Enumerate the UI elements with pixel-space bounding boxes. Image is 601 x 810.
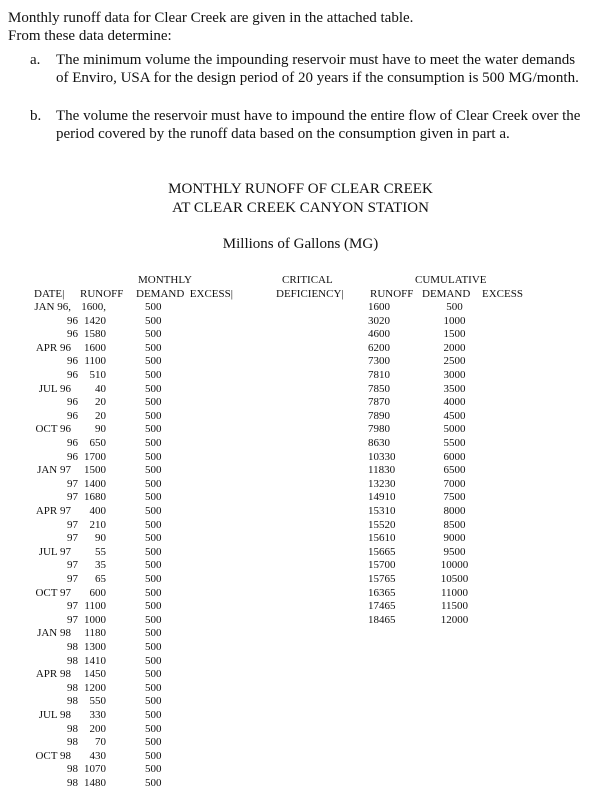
- cum-runoff-cell: 4600: [368, 328, 390, 341]
- date-cell: 97: [67, 600, 78, 613]
- cum-runoff-cell: 15700: [368, 559, 396, 572]
- runoff-cell: 1480: [84, 777, 106, 789]
- demand-cell: 500: [145, 654, 162, 667]
- cum-demand-cell: 11000: [440, 586, 469, 599]
- runoff-cell: 210: [89, 518, 106, 531]
- table-title-line-2: AT CLEAR CREEK CANYON STATION: [172, 200, 429, 216]
- table-row: [0, 694, 601, 708]
- demand-cell: 500: [145, 341, 162, 354]
- table-row: [0, 586, 601, 600]
- runoff-cell: 55: [95, 545, 106, 558]
- runoff-cell: 1200: [84, 681, 106, 694]
- runoff-cell: 1580: [84, 328, 106, 341]
- cum-runoff-cell: 3020: [368, 314, 390, 327]
- demand-cell: 500: [145, 749, 162, 762]
- header-cumulative: CUMULATIVE: [415, 274, 487, 286]
- demand-cell: 500: [145, 532, 162, 545]
- table-row: [0, 395, 601, 409]
- demand-cell: 500: [145, 722, 162, 735]
- runoff-cell: 90: [95, 423, 106, 436]
- question-a-text: The minimum volume the impounding reservoir must have to meet the water demands of Enviro, USA for the design period of 20 years if the consumption is 500 MG/month.: [56, 52, 579, 86]
- cum-runoff-cell: 6200: [368, 341, 390, 354]
- runoff-cell: 1070: [84, 763, 106, 776]
- demand-cell: 500: [145, 777, 162, 789]
- table-row: [0, 422, 601, 436]
- date-cell: 98: [67, 654, 78, 667]
- demand-cell: 500: [145, 573, 162, 585]
- date-cell: 97: [67, 532, 78, 545]
- demand-cell: 500: [145, 423, 162, 436]
- runoff-cell: 20: [95, 409, 106, 422]
- cum-runoff-cell: 1600: [368, 301, 390, 313]
- runoff-cell: 510: [89, 369, 106, 381]
- runoff-cell: 65: [95, 573, 106, 585]
- date-cell: 98: [67, 695, 78, 708]
- cum-runoff-cell: 7980: [368, 423, 390, 436]
- demand-cell: 500: [145, 328, 162, 341]
- demand-cell: 500: [145, 613, 162, 626]
- table-row: [0, 327, 601, 341]
- demand-cell: 500: [145, 301, 162, 313]
- question-b: [30, 108, 585, 143]
- table-row: [0, 518, 601, 532]
- cum-runoff-cell: 14910: [368, 491, 396, 504]
- date-cell: 96: [67, 369, 78, 381]
- demand-cell: 500: [145, 545, 162, 558]
- runoff-cell: 40: [95, 382, 106, 395]
- date-cell: 97: [67, 559, 78, 572]
- runoff-cell: 35: [95, 559, 106, 572]
- cum-runoff-cell: 17465: [368, 600, 396, 613]
- demand-cell: 500: [145, 518, 162, 531]
- cum-demand-cell: 12000: [440, 613, 469, 626]
- cum-runoff-cell: 15310: [368, 505, 396, 517]
- cum-runoff-cell: 7890: [368, 409, 390, 422]
- table-row: [0, 545, 601, 559]
- runoff-cell: 1100: [84, 355, 106, 368]
- runoff-cell: 20: [95, 396, 106, 409]
- table-row: [0, 341, 601, 355]
- demand-cell: 500: [145, 450, 162, 463]
- cum-demand-cell: 9500: [443, 545, 466, 558]
- header-monthly: MONTHLY: [138, 274, 192, 286]
- cum-runoff-cell: 8630: [368, 437, 390, 449]
- cum-demand-cell: 7000: [443, 477, 466, 490]
- cum-demand-cell: 2000: [443, 341, 466, 354]
- date-cell: APR 98: [35, 668, 71, 681]
- table-row: [0, 314, 601, 328]
- table-row: [0, 599, 601, 613]
- intro-line-1: Monthly runoff data for Clear Creek are given in the attached table.: [8, 10, 414, 26]
- cum-demand-cell: 500: [446, 301, 463, 313]
- cum-demand-cell: 3000: [443, 369, 466, 381]
- table-row: [0, 776, 601, 790]
- demand-cell: 500: [145, 763, 162, 776]
- table-units: Millions of Gallons (MG): [222, 236, 379, 252]
- runoff-cell: 200: [89, 722, 106, 735]
- table-row: [0, 368, 601, 382]
- cum-runoff-cell: 11830: [368, 464, 396, 477]
- runoff-cell: 1300: [84, 641, 106, 653]
- runoff-cell: 550: [89, 695, 106, 708]
- date-cell: APR 97: [35, 505, 71, 517]
- table-row: [0, 436, 601, 450]
- cum-demand-cell: 1000: [443, 314, 466, 327]
- date-cell: 96: [67, 437, 78, 449]
- runoff-cell: 600: [89, 586, 106, 599]
- demand-cell: 500: [145, 314, 162, 327]
- table-row: [0, 531, 601, 545]
- demand-cell: 500: [145, 681, 162, 694]
- demand-cell: 500: [145, 641, 162, 653]
- header-runoff: RUNOFF: [80, 288, 124, 300]
- date-cell: 96: [67, 409, 78, 422]
- cum-demand-cell: 8000: [443, 505, 466, 517]
- date-cell: 98: [67, 777, 78, 789]
- table-row: [0, 300, 601, 314]
- table-row: [0, 640, 601, 654]
- date-cell: 97: [67, 613, 78, 626]
- header-demand-excess: DEMAND EXCESS|: [136, 288, 233, 300]
- cum-demand-cell: 4000: [443, 396, 466, 409]
- date-cell: JUL 96: [38, 382, 71, 395]
- demand-cell: 500: [145, 355, 162, 368]
- demand-cell: 500: [145, 396, 162, 409]
- date-cell: JAN 97: [37, 464, 71, 477]
- date-cell: 98: [67, 681, 78, 694]
- table-row: [0, 463, 601, 477]
- table-row: [0, 762, 601, 776]
- cum-runoff-cell: 18465: [368, 613, 396, 626]
- demand-cell: 500: [145, 668, 162, 681]
- table-row: [0, 681, 601, 695]
- runoff-cell: 1420: [84, 314, 106, 327]
- question-b-label: b.: [30, 108, 42, 124]
- demand-cell: 500: [145, 382, 162, 395]
- cum-demand-cell: 3500: [443, 382, 466, 395]
- runoff-cell: 70: [95, 736, 106, 749]
- date-cell: 96: [67, 314, 78, 327]
- runoff-cell: 650: [89, 437, 106, 449]
- cum-runoff-cell: 7870: [368, 396, 390, 409]
- header-deficiency: DEFICIENCY|: [276, 288, 344, 300]
- demand-cell: 500: [145, 491, 162, 504]
- cum-runoff-cell: 15765: [368, 573, 396, 585]
- question-b-text: The volume the reservoir must have to impound the entire flow of Clear Creek over the period covered by the runoff data based on the consumption given in part a.: [56, 108, 581, 142]
- runoff-cell: 1500: [84, 464, 106, 477]
- date-cell: JUL 97: [38, 545, 71, 558]
- demand-cell: 500: [145, 369, 162, 381]
- demand-cell: 500: [145, 437, 162, 449]
- cum-runoff-cell: 13230: [368, 477, 396, 490]
- date-cell: 97: [67, 491, 78, 504]
- header-cum-excess: EXCESS: [482, 288, 523, 300]
- cum-demand-cell: 10000: [440, 559, 469, 572]
- cum-runoff-cell: 7850: [368, 382, 390, 395]
- demand-cell: 500: [145, 709, 162, 721]
- runoff-cell: 1400: [84, 477, 106, 490]
- table-row: [0, 735, 601, 749]
- cum-demand-cell: 1500: [443, 328, 466, 341]
- date-cell: OCT 97: [35, 586, 71, 599]
- intro-line-2: From these data determine:: [8, 27, 172, 44]
- runoff-cell: 1600: [84, 341, 106, 354]
- cum-runoff-cell: 15665: [368, 545, 396, 558]
- date-cell: 97: [67, 518, 78, 531]
- cum-runoff-cell: 15520: [368, 518, 396, 531]
- header-critical: CRITICAL: [282, 274, 333, 286]
- cum-runoff-cell: 7300: [368, 355, 390, 368]
- cum-demand-cell: 6500: [443, 464, 466, 477]
- runoff-cell: 1450: [84, 668, 106, 681]
- runoff-cell: 1680: [84, 491, 106, 504]
- date-cell: 98: [67, 736, 78, 749]
- date-cell: 98: [67, 722, 78, 735]
- demand-cell: 500: [145, 600, 162, 613]
- date-cell: JAN 98: [37, 627, 71, 640]
- question-a-label: a.: [30, 52, 41, 68]
- date-cell: 98: [67, 641, 78, 653]
- table-row: [0, 477, 601, 491]
- runoff-cell: 1180: [84, 627, 106, 640]
- cum-demand-cell: 10500: [440, 573, 469, 585]
- cum-demand-cell: 6000: [443, 450, 466, 463]
- date-cell: JAN 96,: [34, 301, 71, 313]
- runoff-cell: 400: [89, 505, 106, 517]
- cum-runoff-cell: 10330: [368, 450, 396, 463]
- runoff-cell: 1700: [84, 450, 106, 463]
- cum-demand-cell: 8500: [443, 518, 466, 531]
- runoff-cell: 430: [89, 749, 106, 762]
- date-cell: 98: [67, 763, 78, 776]
- table-row: [0, 558, 601, 572]
- table-row: [0, 354, 601, 368]
- table-row: [0, 626, 601, 640]
- demand-cell: 500: [145, 736, 162, 749]
- date-cell: APR 96: [35, 341, 71, 354]
- table-row: [0, 409, 601, 423]
- demand-cell: 500: [145, 559, 162, 572]
- demand-cell: 500: [145, 695, 162, 708]
- table-row: [0, 708, 601, 722]
- demand-cell: 500: [145, 477, 162, 490]
- demand-cell: 500: [145, 505, 162, 517]
- header-date: DATE|: [34, 288, 65, 300]
- runoff-cell: 1000: [84, 613, 106, 626]
- cum-runoff-cell: 7810: [368, 369, 390, 381]
- runoff-cell: 1100: [84, 600, 106, 613]
- date-cell: OCT 96: [35, 423, 71, 436]
- date-cell: JUL 98: [38, 709, 71, 721]
- cum-runoff-cell: 16365: [368, 586, 396, 599]
- runoff-cell: 90: [95, 532, 106, 545]
- demand-cell: 500: [145, 627, 162, 640]
- date-cell: 96: [67, 355, 78, 368]
- date-cell: OCT 98: [35, 749, 71, 762]
- problem-intro: [8, 10, 593, 45]
- runoff-cell: 1410: [84, 654, 106, 667]
- table-row: [0, 572, 601, 586]
- table-row: [0, 654, 601, 668]
- table-title-line-1: MONTHLY RUNOFF OF CLEAR CREEK: [168, 181, 433, 197]
- question-a: [30, 52, 585, 87]
- demand-cell: 500: [145, 409, 162, 422]
- runoff-cell: 1600,: [81, 301, 106, 313]
- date-cell: 97: [67, 573, 78, 585]
- table-row: [0, 382, 601, 396]
- cum-demand-cell: 4500: [443, 409, 466, 422]
- table-row: [0, 490, 601, 504]
- date-cell: 97: [67, 477, 78, 490]
- table-row: [0, 722, 601, 736]
- date-cell: 96: [67, 396, 78, 409]
- table-row: [0, 667, 601, 681]
- table-row: [0, 613, 601, 627]
- runoff-cell: 330: [89, 709, 106, 721]
- demand-cell: 500: [145, 464, 162, 477]
- header-cum-demand: DEMAND: [422, 288, 471, 300]
- date-cell: 96: [67, 450, 78, 463]
- table-row: [0, 450, 601, 464]
- cum-demand-cell: 11500: [440, 600, 469, 613]
- date-cell: 96: [67, 328, 78, 341]
- cum-demand-cell: 7500: [443, 491, 466, 504]
- cum-demand-cell: 5500: [443, 437, 466, 449]
- header-cum-runoff: RUNOFF: [370, 288, 414, 300]
- table-row: [0, 504, 601, 518]
- cum-demand-cell: 2500: [443, 355, 466, 368]
- cum-runoff-cell: 15610: [368, 532, 396, 545]
- table-row: [0, 749, 601, 763]
- cum-demand-cell: 9000: [443, 532, 466, 545]
- cum-demand-cell: 5000: [443, 423, 466, 436]
- demand-cell: 500: [145, 586, 162, 599]
